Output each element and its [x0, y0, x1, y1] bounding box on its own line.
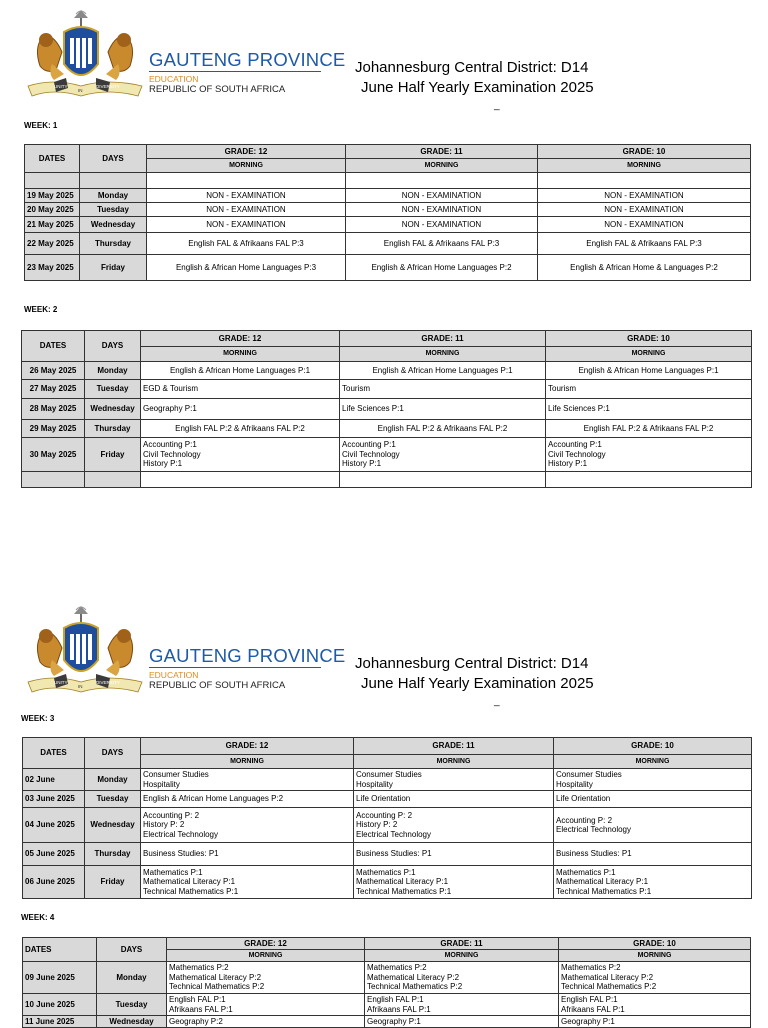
- table-row: [22, 438, 752, 472]
- grade-10-cell: Mathematics P:2 Mathematical Literacy P:2 Technical Mathematics P:2: [559, 962, 751, 994]
- date-cell: 11 June 2025: [23, 1016, 97, 1028]
- day-cell: [80, 173, 147, 189]
- grade-12-cell: Geography P:1: [141, 399, 340, 420]
- date-cell: 10 June 2025: [23, 994, 97, 1016]
- grade-12-cell: Business Studies: P1: [141, 843, 354, 866]
- grade-10-cell: [546, 472, 752, 488]
- province-name: GAUTENG PROVINCE: [149, 645, 346, 666]
- grade-10-header: GRADE: 10: [538, 145, 751, 159]
- morning-header: MORNING: [354, 755, 554, 769]
- morning-header: MORNING: [340, 347, 546, 362]
- day-cell: Wednesday: [97, 1016, 167, 1028]
- grade-12-cell: English & African Home Languages P:3: [147, 255, 346, 281]
- grade-12-cell: Consumer Studies Hospitality: [141, 769, 354, 791]
- table-header-row: [23, 738, 752, 755]
- days-header: DAYS: [80, 145, 147, 173]
- table-row: [23, 994, 751, 1016]
- grade-11-header: GRADE: 11: [346, 145, 538, 159]
- department-name: EDUCATION: [149, 74, 199, 84]
- grade-12-cell: NON - EXAMINATION: [147, 203, 346, 217]
- day-cell: Friday: [85, 438, 141, 472]
- grade-11-cell: NON - EXAMINATION: [346, 203, 538, 217]
- table-row: [22, 420, 752, 438]
- document-title: [355, 58, 594, 98]
- grade-12-header: GRADE: 12: [147, 145, 346, 159]
- grade-10-cell: Life Orientation: [554, 791, 752, 808]
- date-cell: 26 May 2025: [22, 362, 85, 380]
- day-cell: Monday: [85, 362, 141, 380]
- table-row: [25, 203, 751, 217]
- grade-12-cell: NON - EXAMINATION: [147, 189, 346, 203]
- date-cell: 02 June: [23, 769, 85, 791]
- date-cell: 20 May 2025: [25, 203, 80, 217]
- grade-11-cell: Geography P:1: [365, 1016, 559, 1028]
- exam-title: June Half Yearly Examination 2025: [361, 675, 594, 692]
- day-cell: Thursday: [85, 843, 141, 866]
- grade-11-cell: English & African Home Languages P:1: [340, 362, 546, 380]
- grade-11-cell: English FAL & Afrikaans FAL P:3: [346, 233, 538, 255]
- district-title: Johannesburg Central District: D14: [355, 655, 589, 672]
- morning-header: MORNING: [346, 159, 538, 173]
- week-4-table: [22, 937, 751, 1028]
- grade-12-cell: NON - EXAMINATION: [147, 217, 346, 233]
- grade-10-cell: [538, 173, 751, 189]
- grade-10-cell: NON - EXAMINATION: [538, 189, 751, 203]
- grade-11-cell: English & African Home Languages P:2: [346, 255, 538, 281]
- svg-text:UNITY: UNITY: [54, 680, 68, 685]
- country-name: REPUBLIC OF SOUTH AFRICA: [149, 84, 286, 95]
- grade-11-cell: Life Sciences P:1: [340, 399, 546, 420]
- title-dash: _: [494, 696, 500, 707]
- week-1-table: [24, 144, 751, 281]
- week-3-table: [22, 737, 752, 899]
- grade-11-cell: [346, 173, 538, 189]
- grade-12-cell: [141, 472, 340, 488]
- country-name: REPUBLIC OF SOUTH AFRICA: [149, 680, 286, 691]
- grade-10-cell: Business Studies: P1: [554, 843, 752, 866]
- grade-11-cell: Tourism: [340, 380, 546, 399]
- grade-12-cell: Mathematics P:2 Mathematical Literacy P:2 Technical Mathematics P:2: [167, 962, 365, 994]
- day-cell: Monday: [97, 962, 167, 994]
- date-cell: 03 June 2025: [23, 791, 85, 808]
- table-row: [25, 189, 751, 203]
- grade-12-cell: English & African Home Languages P:1: [141, 362, 340, 380]
- grade-10-cell: Mathematics P:1 Mathematical Literacy P:1 Technical Mathematics P:1: [554, 866, 752, 899]
- dates-header: DATES: [22, 331, 85, 362]
- morning-header: MORNING: [538, 159, 751, 173]
- district-title: Johannesburg Central District: D14: [355, 59, 589, 76]
- table-row: [23, 769, 752, 791]
- day-cell: Monday: [80, 189, 147, 203]
- dates-header: DATES: [23, 938, 97, 962]
- grade-10-cell: NON - EXAMINATION: [538, 217, 751, 233]
- grade-11-cell: English FAL P:1 Afrikaans FAL P:1: [365, 994, 559, 1016]
- week-2-label: WEEK: 2: [24, 305, 58, 314]
- days-header: DAYS: [97, 938, 167, 962]
- morning-header: MORNING: [559, 950, 751, 962]
- grade-12-cell: EGD & Tourism: [141, 380, 340, 399]
- grade-11-header: GRADE: 11: [340, 331, 546, 347]
- date-cell: [25, 173, 80, 189]
- grade-10-cell: English FAL P:1 Afrikaans FAL P:1: [559, 994, 751, 1016]
- table-row: [23, 1016, 751, 1028]
- exam-title: June Half Yearly Examination 2025: [361, 79, 594, 96]
- day-cell: Tuesday: [85, 791, 141, 808]
- grade-12-cell: English FAL & Afrikaans FAL P:3: [147, 233, 346, 255]
- grade-10-cell: Consumer Studies Hospitality: [554, 769, 752, 791]
- grade-12-cell: Accounting P:1 Civil Technology History P:1: [141, 438, 340, 472]
- week-4-label: WEEK: 4: [21, 913, 55, 922]
- day-cell: Thursday: [85, 420, 141, 438]
- grade-11-cell: Accounting P: 2 History P: 2 Electrical Technology: [354, 808, 554, 843]
- grade-10-header: GRADE: 10: [554, 738, 752, 755]
- grade-12-cell: English FAL P:2 & Afrikaans FAL P:2: [141, 420, 340, 438]
- grade-11-cell: Consumer Studies Hospitality: [354, 769, 554, 791]
- svg-text:IN: IN: [78, 684, 83, 689]
- table-row: [22, 362, 752, 380]
- grade-10-header: GRADE: 10: [546, 331, 752, 347]
- morning-header: MORNING: [147, 159, 346, 173]
- grade-12-cell: English FAL P:1 Afrikaans FAL P:1: [167, 994, 365, 1016]
- grade-11-cell: [340, 472, 546, 488]
- morning-header: MORNING: [141, 755, 354, 769]
- grade-10-cell: Tourism: [546, 380, 752, 399]
- date-cell: 29 May 2025: [22, 420, 85, 438]
- table-row: [23, 791, 752, 808]
- date-cell: 28 May 2025: [22, 399, 85, 420]
- header-bottom: [0, 596, 768, 707]
- day-cell: Friday: [85, 866, 141, 899]
- table-header-row: [25, 145, 751, 159]
- table-row: [25, 217, 751, 233]
- table-header-row: [22, 331, 752, 347]
- table-row: [25, 255, 751, 281]
- document-title: [355, 654, 594, 694]
- grade-10-cell: NON - EXAMINATION: [538, 203, 751, 217]
- day-cell: Wednesday: [85, 399, 141, 420]
- date-cell: 27 May 2025: [22, 380, 85, 399]
- table-row: [23, 962, 751, 994]
- day-cell: Monday: [85, 769, 141, 791]
- grade-12-cell: Geography P:2: [167, 1016, 365, 1028]
- date-cell: 04 June 2025: [23, 808, 85, 843]
- coat-of-arms-icon: [24, 604, 146, 696]
- grade-12-cell: English & African Home Languages P:2: [141, 791, 354, 808]
- table-row: [22, 399, 752, 420]
- day-cell: Tuesday: [97, 994, 167, 1016]
- svg-text:UNITY: UNITY: [54, 84, 68, 89]
- morning-header: MORNING: [365, 950, 559, 962]
- date-cell: 30 May 2025: [22, 438, 85, 472]
- date-cell: [22, 472, 85, 488]
- day-cell: Wednesday: [80, 217, 147, 233]
- grade-10-cell: English FAL P:2 & Afrikaans FAL P:2: [546, 420, 752, 438]
- grade-12-cell: Accounting P: 2 History P: 2 Electrical Technology: [141, 808, 354, 843]
- svg-text:DIVERSITY: DIVERSITY: [96, 84, 120, 89]
- grade-11-cell: Mathematics P:2 Mathematical Literacy P:2 Technical Mathematics P:2: [365, 962, 559, 994]
- coat-of-arms-icon: [24, 8, 146, 100]
- table-row: [23, 866, 752, 899]
- svg-text:IN: IN: [78, 88, 83, 93]
- table-row: [25, 233, 751, 255]
- grade-11-cell: NON - EXAMINATION: [346, 217, 538, 233]
- grade-11-cell: Life Orientation: [354, 791, 554, 808]
- grade-12-cell: Mathematics P:1 Mathematical Literacy P:1 Technical Mathematics P:1: [141, 866, 354, 899]
- grade-11-cell: English FAL P:2 & Afrikaans FAL P:2: [340, 420, 546, 438]
- grade-10-cell: Life Sciences P:1: [546, 399, 752, 420]
- table-row: [22, 380, 752, 399]
- day-cell: [85, 472, 141, 488]
- brand-block: [149, 645, 346, 691]
- brand-block: [149, 49, 346, 95]
- week-1-label: WEEK: 1: [24, 121, 58, 130]
- day-cell: Friday: [80, 255, 147, 281]
- morning-header: MORNING: [554, 755, 752, 769]
- grade-10-cell: Accounting P:1 Civil Technology History P:1: [546, 438, 752, 472]
- grade-10-cell: English & African Home & Languages P:2: [538, 255, 751, 281]
- date-cell: 22 May 2025: [25, 233, 80, 255]
- date-cell: 23 May 2025: [25, 255, 80, 281]
- grade-12-header: GRADE: 12: [141, 331, 340, 347]
- grade-11-header: GRADE: 11: [365, 938, 559, 950]
- morning-header: MORNING: [141, 347, 340, 362]
- svg-text:DIVERSITY: DIVERSITY: [96, 680, 120, 685]
- dates-header: DATES: [25, 145, 80, 173]
- day-cell: Thursday: [80, 233, 147, 255]
- dates-header: DATES: [23, 738, 85, 769]
- grade-10-cell: Accounting P: 2 Electrical Technology: [554, 808, 752, 843]
- grade-12-cell: [147, 173, 346, 189]
- day-cell: Tuesday: [80, 203, 147, 217]
- date-cell: 06 June 2025: [23, 866, 85, 899]
- grade-11-cell: Business Studies: P1: [354, 843, 554, 866]
- grade-10-cell: English FAL & Afrikaans FAL P:3: [538, 233, 751, 255]
- grade-11-cell: Mathematics P:1 Mathematical Literacy P:1 Technical Mathematics P:1: [354, 866, 554, 899]
- table-row: [25, 173, 751, 189]
- days-header: DAYS: [85, 331, 141, 362]
- grade-11-cell: Accounting P:1 Civil Technology History P:1: [340, 438, 546, 472]
- table-row: [23, 808, 752, 843]
- grade-11-header: GRADE: 11: [354, 738, 554, 755]
- date-cell: 09 June 2025: [23, 962, 97, 994]
- grade-10-cell: Geography P:1: [559, 1016, 751, 1028]
- week-3-label: WEEK: 3: [21, 714, 55, 723]
- grade-11-cell: NON - EXAMINATION: [346, 189, 538, 203]
- title-dash: _: [494, 100, 500, 111]
- grade-10-header: GRADE: 10: [559, 938, 751, 950]
- table-header-row: [23, 938, 751, 950]
- day-cell: Wednesday: [85, 808, 141, 843]
- days-header: DAYS: [85, 738, 141, 769]
- week-2-table: [21, 330, 752, 488]
- morning-header: MORNING: [546, 347, 752, 362]
- morning-header: MORNING: [167, 950, 365, 962]
- province-name: GAUTENG PROVINCE: [149, 49, 346, 70]
- grade-10-cell: English & African Home Languages P:1: [546, 362, 752, 380]
- grade-12-header: GRADE: 12: [167, 938, 365, 950]
- header-top: [0, 0, 768, 111]
- department-name: EDUCATION: [149, 670, 199, 680]
- day-cell: Tuesday: [85, 380, 141, 399]
- date-cell: 19 May 2025: [25, 189, 80, 203]
- date-cell: 21 May 2025: [25, 217, 80, 233]
- table-row: [23, 843, 752, 866]
- table-row: [22, 472, 752, 488]
- grade-12-header: GRADE: 12: [141, 738, 354, 755]
- date-cell: 05 June 2025: [23, 843, 85, 866]
